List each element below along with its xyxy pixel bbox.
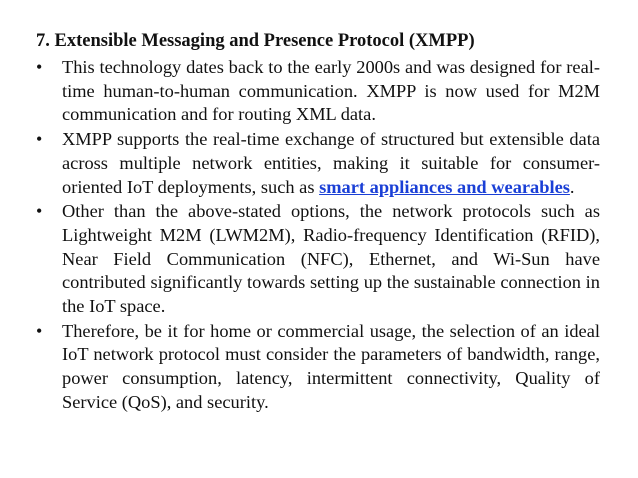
section-heading: 7. Extensible Messaging and Presence Protocol (XMPP) <box>36 31 475 51</box>
bullet-text: Other than the above-stated options, the network protocols such as Lightweight M2M (LWM2M), Radio-frequency Identification (RFID), Near Field Communication (NFC), Ethernet, and Wi-Sun have contributed significantly towards setting up the sustainable connection in the IoT space. <box>62 201 600 317</box>
bullet-text: Therefore, be it for home or commercial usage, the selection of an ideal IoT network protocol must consider the parameters of bandwidth, range, power consumption, latency, intermittent connectivity, Quality of Service (QoS), and security. <box>62 320 600 412</box>
smart-appliances-link[interactable]: smart appliances and wearables <box>319 176 570 197</box>
bullet-item-1 <box>36 56 600 127</box>
bullet-list <box>36 56 600 415</box>
bullet-icon: • <box>36 57 43 77</box>
bullet-icon: • <box>36 129 43 150</box>
bullet-icon: • <box>36 201 43 222</box>
bullet-item-4 <box>36 320 600 415</box>
bullet-icon: • <box>36 320 43 341</box>
bullet-text: XMPP supports the real-time exchange of structured but extensible data across multiple network entities, making it suitable for consumer-oriented IoT deployments, such as <box>62 129 600 197</box>
bullet-text: This technology dates back to the early 2000s and was designed for real-time human-to-human communication. XMPP is now used for M2M communication and for routing XML data. <box>62 57 600 125</box>
bullet-text-end: . <box>569 176 575 197</box>
bullet-item-3 <box>36 200 600 319</box>
bullet-item-2 <box>36 128 600 199</box>
